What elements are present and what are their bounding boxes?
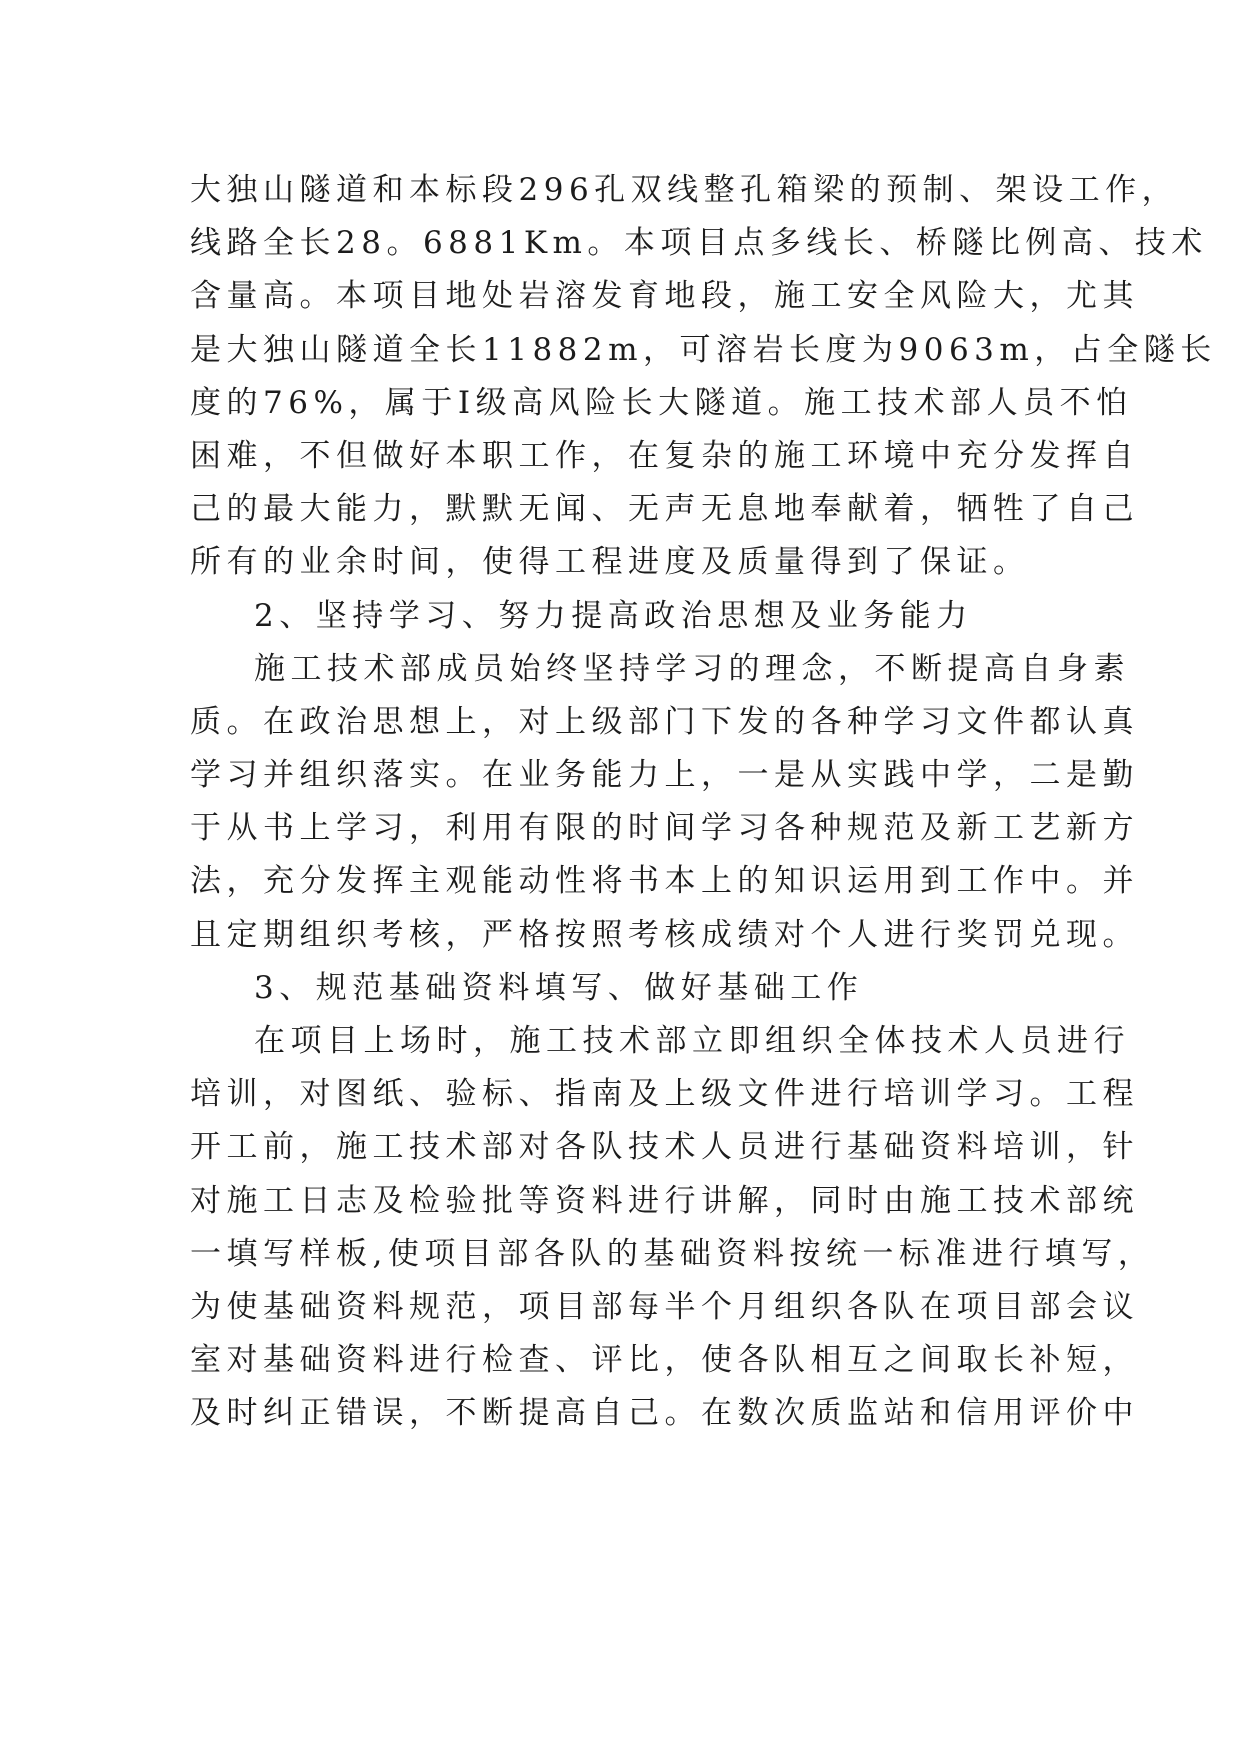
text-line: 是大独山隧道全长11882m，可溶岩长度为9063m，占全隧长 <box>190 331 1217 368</box>
text-line: 室对基础资料进行检查、评比，使各队相互之间取长补短， <box>190 1342 1139 1379</box>
text-line: 开工前，施工技术部对各队技术人员进行基础资料培训，针 <box>190 1129 1139 1166</box>
text-line: 对施工日志及检验批等资料进行讲解，同时由施工技术部统 <box>190 1182 1139 1219</box>
paragraph-first-line: 在项目上场时，施工技术部立即组织全体技术人员进行 <box>254 1023 1130 1059</box>
document-body <box>190 164 1217 1441</box>
text-line: 度的76%，属于Ⅰ级高风险长大隧道。施工技术部人员不怕 <box>190 384 1133 421</box>
section-heading: 2、坚持学习、努力提高政治思想及业务能力 <box>254 597 973 634</box>
text-line: 己的最大能力，默默无闻、无声无息地奉献着，牺牲了自己 <box>190 491 1139 528</box>
text-line: 含量高。本项目地处岩溶发育地段，施工安全风险大，尤其 <box>190 278 1139 315</box>
text-line: 为使基础资料规范，项目部每半个月组织各队在项目部会议 <box>190 1288 1139 1325</box>
text-line: 质。在政治思想上，对上级部门下发的各种学习文件都认真 <box>190 703 1139 740</box>
text-line: 所有的业余时间，使得工程进度及质量得到了保证。 <box>190 544 1030 581</box>
text-line: 且定期组织考核，严格按照考核成绩对个人进行奖罚兑现。 <box>190 916 1139 953</box>
section-heading: 3、规范基础资料填写、做好基础工作 <box>254 969 864 1006</box>
text-line: 及时纠正错误，不断提高自己。在数次质监站和信用评价中 <box>190 1395 1139 1432</box>
text-line: 培训，对图纸、验标、指南及上级文件进行培训学习。工程 <box>190 1076 1139 1113</box>
text-line: 一填写样板,使项目部各队的基础资料按统一标准进行填写， <box>190 1235 1155 1272</box>
text-line: 线路全长28。6881Km。本项目点多线长、桥隧比例高、技术 <box>190 225 1208 262</box>
text-line: 学习并组织落实。在业务能力上，一是从实践中学，二是勤 <box>190 757 1139 794</box>
text-line: 大独山隧道和本标段296孔双线整孔箱梁的预制、架设工作， <box>190 172 1179 208</box>
text-line: 于从书上学习，利用有限的时间学习各种规范及新工艺新方 <box>190 810 1139 847</box>
text-line: 困难，不但做好本职工作，在复杂的施工环境中充分发挥自 <box>190 437 1139 474</box>
text-line: 法，充分发挥主观能动性将书本上的知识运用到工作中。并 <box>190 863 1139 900</box>
paragraph-first-line: 施工技术部成员始终坚持学习的理念，不断提高自身素 <box>254 650 1130 687</box>
